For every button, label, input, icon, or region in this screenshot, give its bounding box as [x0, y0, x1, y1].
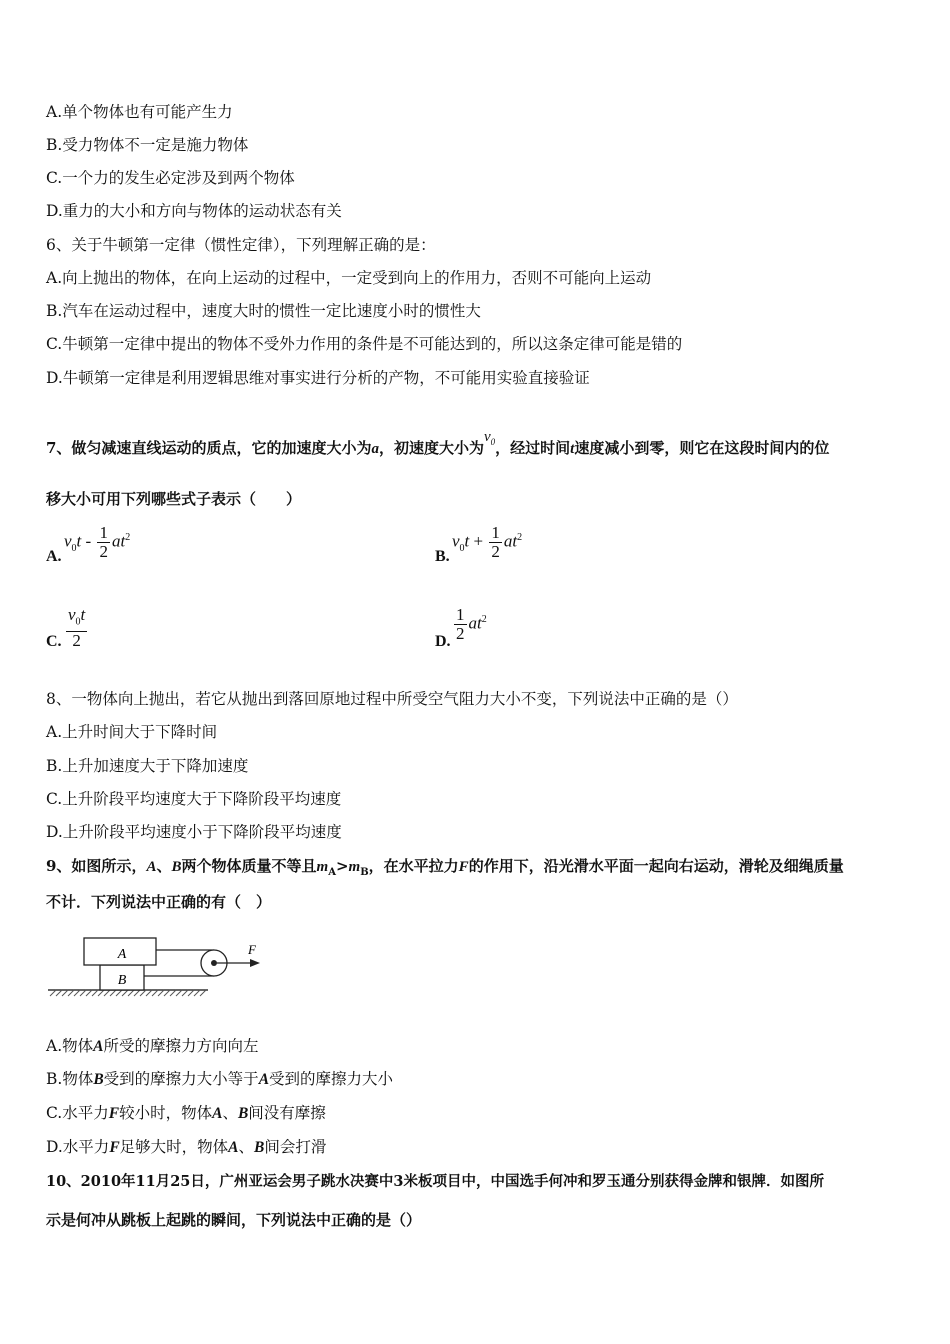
q6-option-b: B.汽车在运动过程中，速度大时的惯性一定比速度小时的惯性大 — [46, 302, 481, 320]
q6-option-a: A.向上抛出的物体，在向上运动的过程中，一定受到向上的作用力，否则不可能向上运动 — [46, 269, 652, 287]
q7-expr-c: $\frac{v_0t}{2}$ — [68, 605, 86, 651]
q7-stem: 7、做匀减速直线运动的质点，它的加速度大小为a，初速度大小为$v_0$，经过时间t速度减小到零，则它在这段时间内的位 — [46, 429, 830, 457]
q9-stem: 9、如图所示，A、B两个物体质量不等且$m_A>m_B$，在水平拉力F的作用下，沿光滑水平面一起向右运动，滑轮及细绳质量 — [46, 857, 844, 878]
q8-option-c: C.上升阶段平均速度大于下降阶段平均速度 — [46, 790, 342, 808]
figure-label-f: F — [248, 942, 256, 957]
q10-stem-line1: 10、2010年11月25日，广州亚运会男子跳水决赛中3米板项目中，中国选手何冲和罗玉通分别获得金牌和银牌．如图所 — [46, 1173, 824, 1190]
q7-expr-b: $v_0t$ + $\frac{1}{2}$ $at^2$ — [452, 523, 523, 561]
q9-option-c: C.水平力F较小时，物体A、B间没有摩擦 — [46, 1104, 326, 1122]
q7-label-c: C. — [46, 633, 62, 650]
q9-option-a: A.物体A所受的摩擦力方向向左 — [46, 1037, 259, 1055]
figure-label-b: B — [117, 973, 127, 988]
q5-option-d: D.重力的大小和方向与物体的运动状态有关 — [46, 202, 342, 220]
q8-option-a: A.上升时间大于下降时间 — [46, 723, 218, 741]
q8-option-d: D.上升阶段平均速度小于下降阶段平均速度 — [46, 823, 342, 841]
q5-option-b: B.受力物体不一定是施力物体 — [46, 136, 249, 154]
q7-expr-d: $\frac{1}{2}$ $at^2$ — [456, 605, 487, 643]
q6-option-d: D.牛顿第一定律是利用逻辑思维对事实进行分析的产物，不可能用实验直接验证 — [46, 369, 590, 387]
q8-option-b: B.上升加速度大于下降加速度 — [46, 757, 249, 775]
q7-label-b: B. — [435, 548, 450, 565]
q5-option-c: C.一个力的发生必定涉及到两个物体 — [46, 169, 295, 187]
q7-stem-line2: 移大小可用下列哪些式子表示（ ） — [46, 490, 302, 508]
q7-expr-a: $v_0t$ - $\frac{1}{2}$ $at^2$ — [64, 523, 131, 561]
q9-option-b: B.物体B受到的摩擦力大小等于A受到的摩擦力大小 — [46, 1070, 394, 1088]
q7-label-d: D. — [435, 633, 451, 650]
q6-option-c: C.牛顿第一定律中提出的物体不受外力作用的条件是不可能达到的，所以这条定律可能是错的 — [46, 335, 683, 353]
q10-stem-line2: 示是何冲从跳板上起跳的瞬间，下列说法中正确的是（） — [46, 1211, 422, 1229]
q7-label-a: A. — [46, 548, 62, 565]
q5-option-a: A.单个物体也有可能产生力 — [46, 103, 233, 121]
q9-stem-line2: 不计．下列说法中正确的有（ ） — [46, 893, 272, 911]
q9-option-d: D.水平力F足够大时，物体A、B间会打滑 — [46, 1138, 327, 1156]
q9-pulley-diagram — [46, 930, 276, 1004]
q6-stem: 6、关于牛顿第一定律（惯性定律），下列理解正确的是： — [46, 236, 436, 254]
figure-label-a: A — [117, 947, 127, 962]
q8-stem: 8、一物体向上抛出，若它从抛出到落回原地过程中所受空气阻力大小不变，下列说法中正确的是（） — [46, 690, 738, 708]
